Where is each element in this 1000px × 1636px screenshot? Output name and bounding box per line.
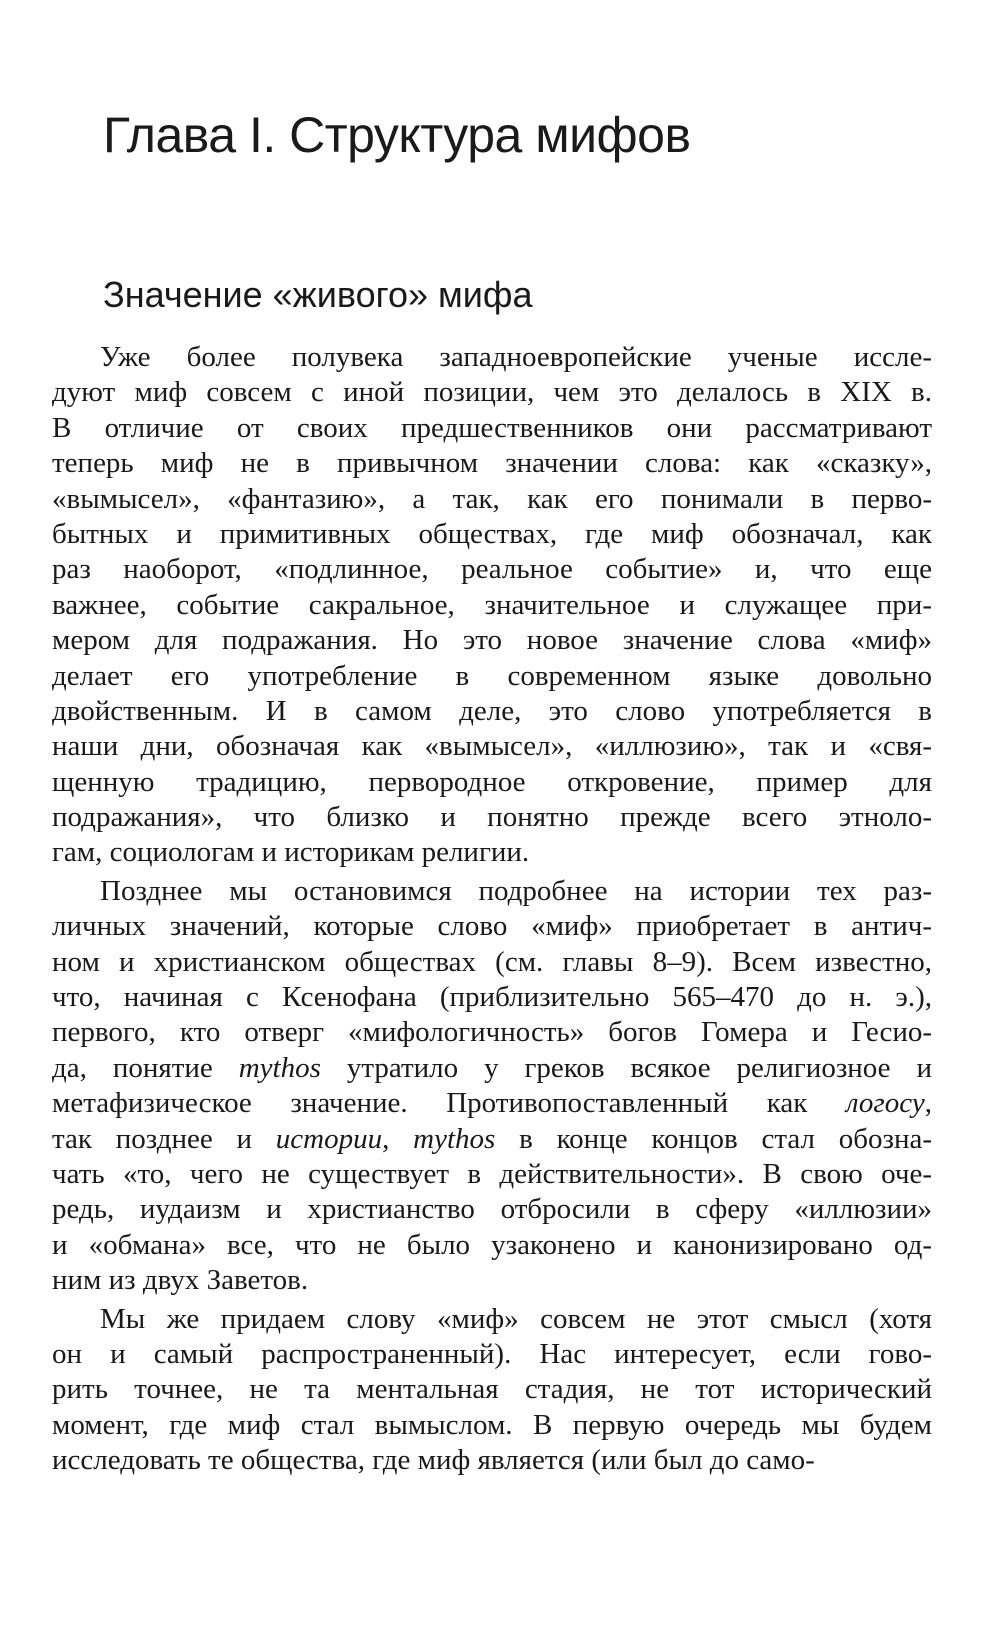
italic-term: логосу (845, 1087, 925, 1120)
text-line: он и самый распространенный). Нас интересует, если гово- (52, 1337, 932, 1370)
text-line: бытных и примитивных обществах, где миф обозначал, как (52, 517, 932, 550)
text-line: Уже более полувека западноевропейские ученые иссле- (100, 341, 932, 373)
italic-term: mythos (238, 1051, 321, 1084)
text-line: наши дни, обозначая как «вымысел», «иллюзию», так и «свя- (52, 730, 932, 763)
paragraph (52, 1302, 932, 1479)
section-title: Значение «живого» мифа (103, 274, 533, 315)
text-line: и «обмана» все, что не было узаконено и канонизировано од- (52, 1228, 932, 1261)
text-line: щенную традицию, первородное откровение, пример для (52, 765, 932, 798)
text-line: В отличие от своих предшественников они рассматривают (52, 411, 932, 444)
text-line: исследовать те общества, где миф является (или был до само- (52, 1444, 815, 1477)
text-line: так позднее и истории, mythos в конце концов стал обозна- (52, 1122, 933, 1155)
text-line: ним из двух Заветов. (52, 1264, 309, 1297)
text-line: чать «то, чего не существует в действительности». В свою оче- (52, 1157, 932, 1190)
text-line: дуют миф совсем с иной позиции, чем это делалось в XIX в. (52, 376, 932, 409)
text-line: «вымысел», «фантазию», а так, как его понимали в перво- (52, 482, 932, 515)
text-line: двойственным. И в самом деле, это слово употребляется в (52, 694, 932, 727)
italic-term: mythos (413, 1122, 496, 1155)
text-line: первого, кто отверг «мифологичность» богов Гомера и Гесио- (52, 1016, 932, 1049)
text-line: гам, социологам и историкам религии. (52, 836, 530, 869)
text-line: ном и христианском обществах (см. главы 8–9). Всем известно, (52, 945, 932, 978)
text-line: да, понятие mythos утратило у греков всякое религиозное и (52, 1051, 932, 1084)
text-line: что, начиная с Ксенофана (приблизительно 565–470 до н. э.), (52, 981, 932, 1014)
chapter-title: Глава I. Структура мифов (103, 107, 691, 163)
text-line: метафизическое значение. Противопоставленный как логосу, (52, 1087, 932, 1120)
text-line: личных значений, которые слово «миф» приобретает в антич- (52, 910, 932, 943)
text-line: редь, иудаизм и христианство отбросили в сферу «иллюзии» (52, 1193, 932, 1226)
paragraph (52, 874, 932, 1299)
paragraph (52, 340, 932, 871)
text-line: делает его употребление в современном языке довольно (52, 659, 932, 692)
text-line: Мы же придаем слову «миф» совсем не этот смысл (хотя (100, 1302, 932, 1335)
body-text (52, 340, 932, 1479)
text-line: мером для подражания. Но это новое значение слова «миф» (52, 624, 932, 657)
text-line: подражания», что близко и понятно прежде всего этноло- (52, 801, 932, 834)
italic-term: истории (275, 1122, 383, 1155)
text-line: раз наоборот, «подлинное, реальное событие» и, что еще (52, 553, 932, 586)
text-line: момент, где миф стал вымыслом. В первую очередь мы будем (52, 1408, 932, 1441)
text-line: важнее, событие сакральное, значительное и служащее при- (52, 588, 932, 621)
text-line: теперь миф не в привычном значении слова: как «сказку», (52, 447, 932, 480)
text-line: Позднее мы остановимся подробнее на истории тех раз- (100, 874, 932, 907)
text-line: рить точнее, не та ментальная стадия, не тот исторический (52, 1373, 932, 1406)
